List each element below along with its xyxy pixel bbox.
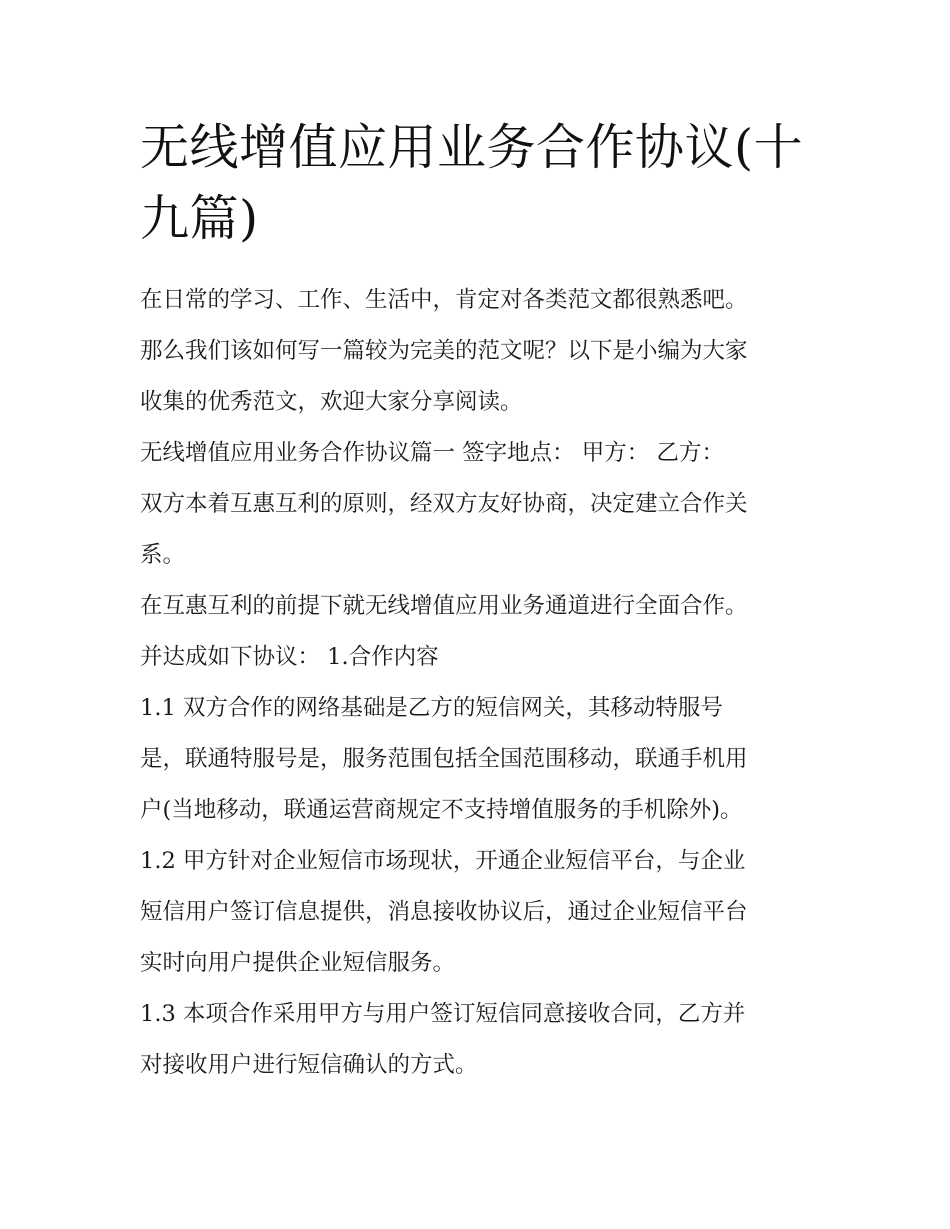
body-line: 对接收用户进行短信确认的方式。 (140, 1052, 478, 1078)
body-line: 系。 (140, 542, 186, 568)
body-line: 那么我们该如何写一篇较为完美的范文呢？以下是小编为大家 (140, 338, 748, 364)
title-line: 无线增值应用业务合作协议(十 (140, 119, 804, 176)
body-line: 并达成如下协议： 1.合作内容 (140, 644, 439, 670)
body-line: 双方本着互惠互利的原则，经双方友好协商，决定建立合作关 (140, 491, 748, 517)
body-line: 实时向用户提供企业短信服务。 (140, 950, 456, 976)
body-line: 是，联通特服号是，服务范围包括全国范围移动，联通手机用 (140, 746, 748, 772)
body-line: 无线增值应用业务合作协议篇一 签字地点： 甲方： 乙方： (140, 440, 724, 466)
body-line: 户(当地移动，联通运营商规定不支持增值服务的手机除外)。 (140, 797, 743, 823)
body-line: 在日常的学习、工作、生活中，肯定对各类范文都很熟悉吧。 (140, 287, 748, 313)
document-body (140, 275, 830, 1091)
body-line: 1.2 甲方针对企业短信市场现状，开通企业短信平台，与企业 (140, 848, 746, 874)
body-line: 在互惠互利的前提下就无线增值应用业务通道进行全面合作。 (140, 593, 748, 619)
document-title (140, 112, 820, 254)
title-line: 九篇) (140, 190, 259, 247)
body-line: 收集的优秀范文，欢迎大家分享阅读。 (140, 389, 523, 415)
body-line: 1.3 本项合作采用甲方与用户签订短信同意接收合同，乙方并 (140, 1001, 746, 1027)
body-line: 1.1 双方合作的网络基础是乙方的短信网关，其移动特服号 (140, 695, 723, 721)
body-line: 短信用户签订信息提供，消息接收协议后，通过企业短信平台 (140, 899, 748, 925)
